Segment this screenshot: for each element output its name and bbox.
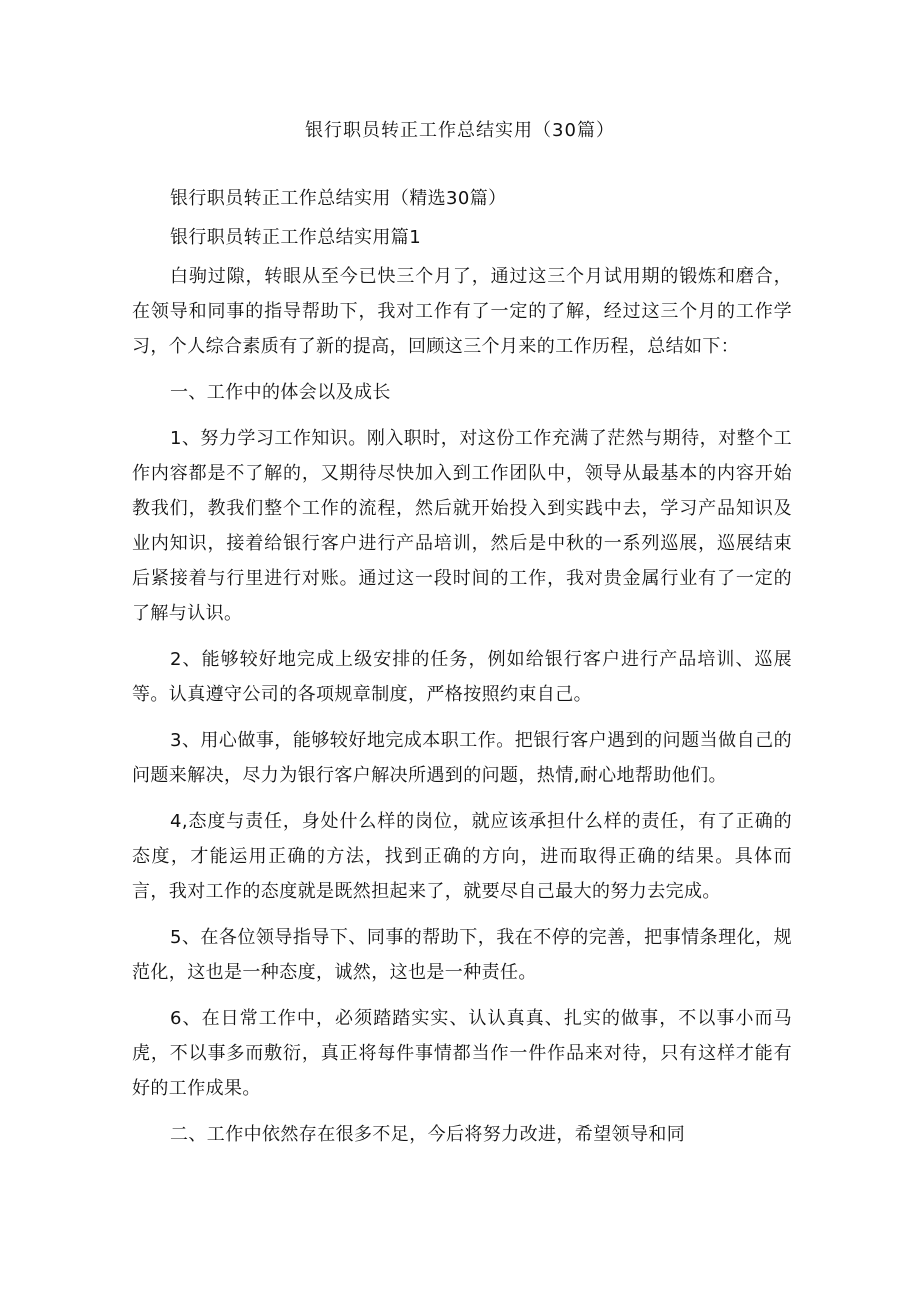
document-title: 银行职员转正工作总结实用（30篇） bbox=[305, 120, 615, 141]
paragraph-item-5: 5、在各位领导指导下、同事的帮助下，我在不停的完善，把事情条理化，规范化，这也是一种态度，诚然，这也是一种责任。 bbox=[132, 927, 792, 983]
paragraph-item-6: 6、在日常工作中，必须踏踏实实、认认真真、扎实的做事，不以事小而马虎，不以事多而敷衍，真正将每件事情都当作一件作品来对待，只有这样才能有好的工作成果。 bbox=[132, 1008, 792, 1099]
paragraph-intro: 白驹过隙，转眼从至今已快三个月了，通过这三个月试用期的锻炼和磨合，在领导和同事的指导帮助下，我对工作有了一定的了解，经过这三个月的工作学习，个人综合素质有了新的提高，回顾这三个月来的工作历程，总结如下： bbox=[132, 266, 792, 357]
paragraph-subtitle: 银行职员转正工作总结实用（精选30篇） bbox=[170, 188, 507, 209]
paragraph-item-4: 4,态度与责任，身处什么样的岗位，就应该承担什么样的责任，有了正确的态度，才能运用正确的方法，找到正确的方向，进而取得正确的结果。具体而言，我对工作的态度就是既然担起来了，就要尽自己最大的努力去完成。 bbox=[132, 811, 792, 902]
paragraph-heading-one: 一、工作中的体会以及成长 bbox=[170, 382, 391, 403]
paragraph-heading-two: 二、工作中依然存在很多不足，今后将努力改进，希望领导和同 bbox=[170, 1124, 686, 1145]
paragraph-item-3: 3、用心做事，能够较好地完成本职工作。把银行客户遇到的问题当做自己的问题来解决，尽力为银行客户解决所遇到的问题，热情,耐心地帮助他们。 bbox=[132, 730, 792, 786]
paragraph-item-1: 1、努力学习工作知识。刚入职时，对这份工作充满了茫然与期待，对整个工作内容都是不了解的，又期待尽快加入到工作团队中，领导从最基本的内容开始教我们，教我们整个工作的流程，然后就开始投入到实践中去，学习产品知识及业内知识，接着给银行客户进行产品培训，然后是中秋的一系列巡展，巡展结束后紧接着与行里进行对账。通过这一段时间的工作，我对贵金属行业有了一定的了解与认识。 bbox=[132, 428, 792, 624]
paragraph-section-heading: 银行职员转正工作总结实用篇1 bbox=[170, 227, 422, 248]
document-body bbox=[132, 181, 792, 1163]
paragraph-item-2: 2、能够较好地完成上级安排的任务，例如给银行客户进行产品培训、巡展等。认真遵守公司的各项规章制度，严格按照约束自己。 bbox=[132, 649, 792, 705]
